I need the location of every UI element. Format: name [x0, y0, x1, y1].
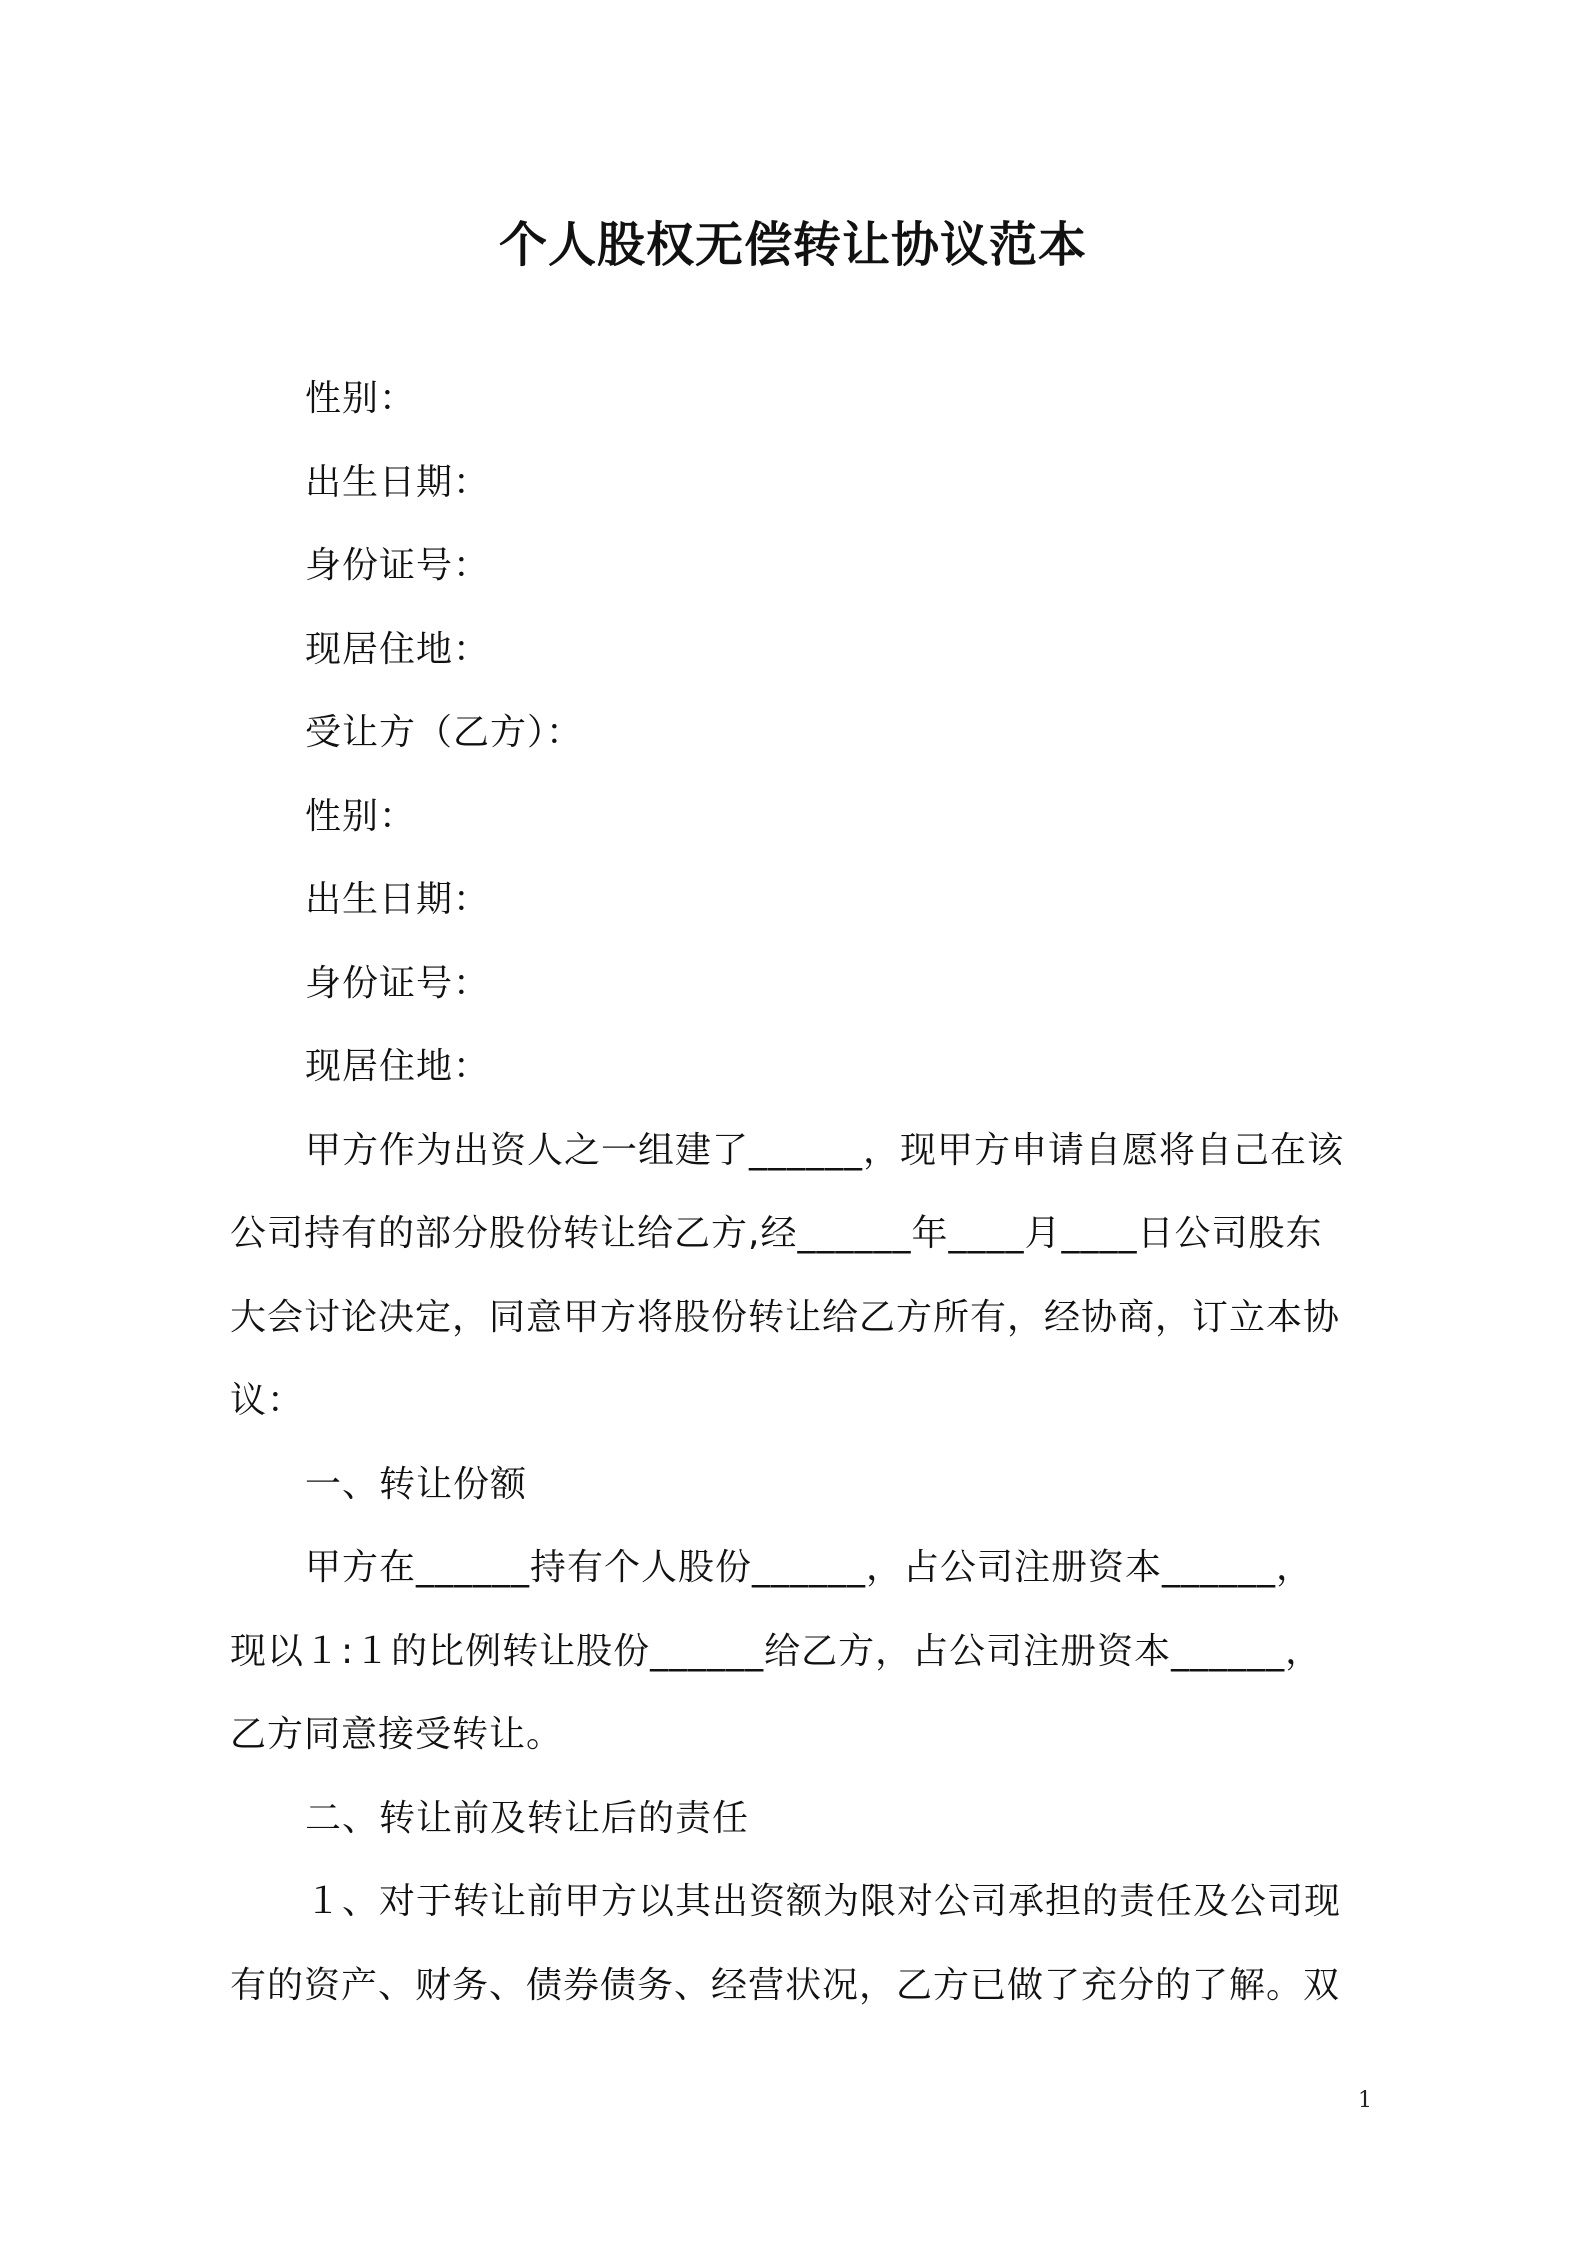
paragraph-line: 公司持有的部分股份转让给乙方,经______年____月____日公司股东 — [230, 1213, 1323, 1254]
text-line: 性别： — [305, 378, 417, 419]
text-line: 受让方（乙方）： — [305, 712, 584, 753]
text-line: 现居住地： — [305, 628, 491, 670]
paragraph-line: 大会讨论决定，同意甲方将股份转让给乙方所有，经协商，订立本协 — [230, 1296, 1341, 1338]
text-line: 出生日期： — [305, 461, 491, 503]
paragraph-line: 议： — [230, 1380, 305, 1421]
paragraph-line: 甲方作为出资人之一组建了______，现甲方申请自愿将自己在该 — [305, 1129, 1345, 1171]
document-body — [230, 357, 1370, 2027]
text-line: 现居住地： — [305, 1046, 491, 1087]
document-title: 个人股权无偿转让协议范本 — [498, 217, 1087, 273]
section-heading: 一、转让份额 — [305, 1463, 528, 1505]
paragraph-line: １、对于转让前甲方以其出资额为限对公司承担的责任及公司现 — [305, 1881, 1342, 1922]
page-number: 1 — [1358, 2088, 1372, 2113]
text-line: 出生日期： — [305, 879, 491, 920]
section-heading: 二、转让前及转让后的责任 — [305, 1797, 750, 1839]
text-line: 性别： — [305, 795, 417, 837]
text-line: 身份证号： — [305, 962, 491, 1004]
paragraph-line: 现以１:１的比例转让股份______给乙方，占公司注册资本______， — [230, 1630, 1323, 1672]
paragraph-line: 甲方在______持有个人股份______，占公司注册资本______， — [305, 1547, 1314, 1588]
paragraph-line: 乙方同意接受转让。 — [230, 1714, 564, 1755]
paragraph-line: 有的资产、财务、债券债务、经营状况，乙方已做了充分的了解。双 — [230, 1964, 1341, 2006]
text-line: 身份证号： — [305, 545, 491, 586]
